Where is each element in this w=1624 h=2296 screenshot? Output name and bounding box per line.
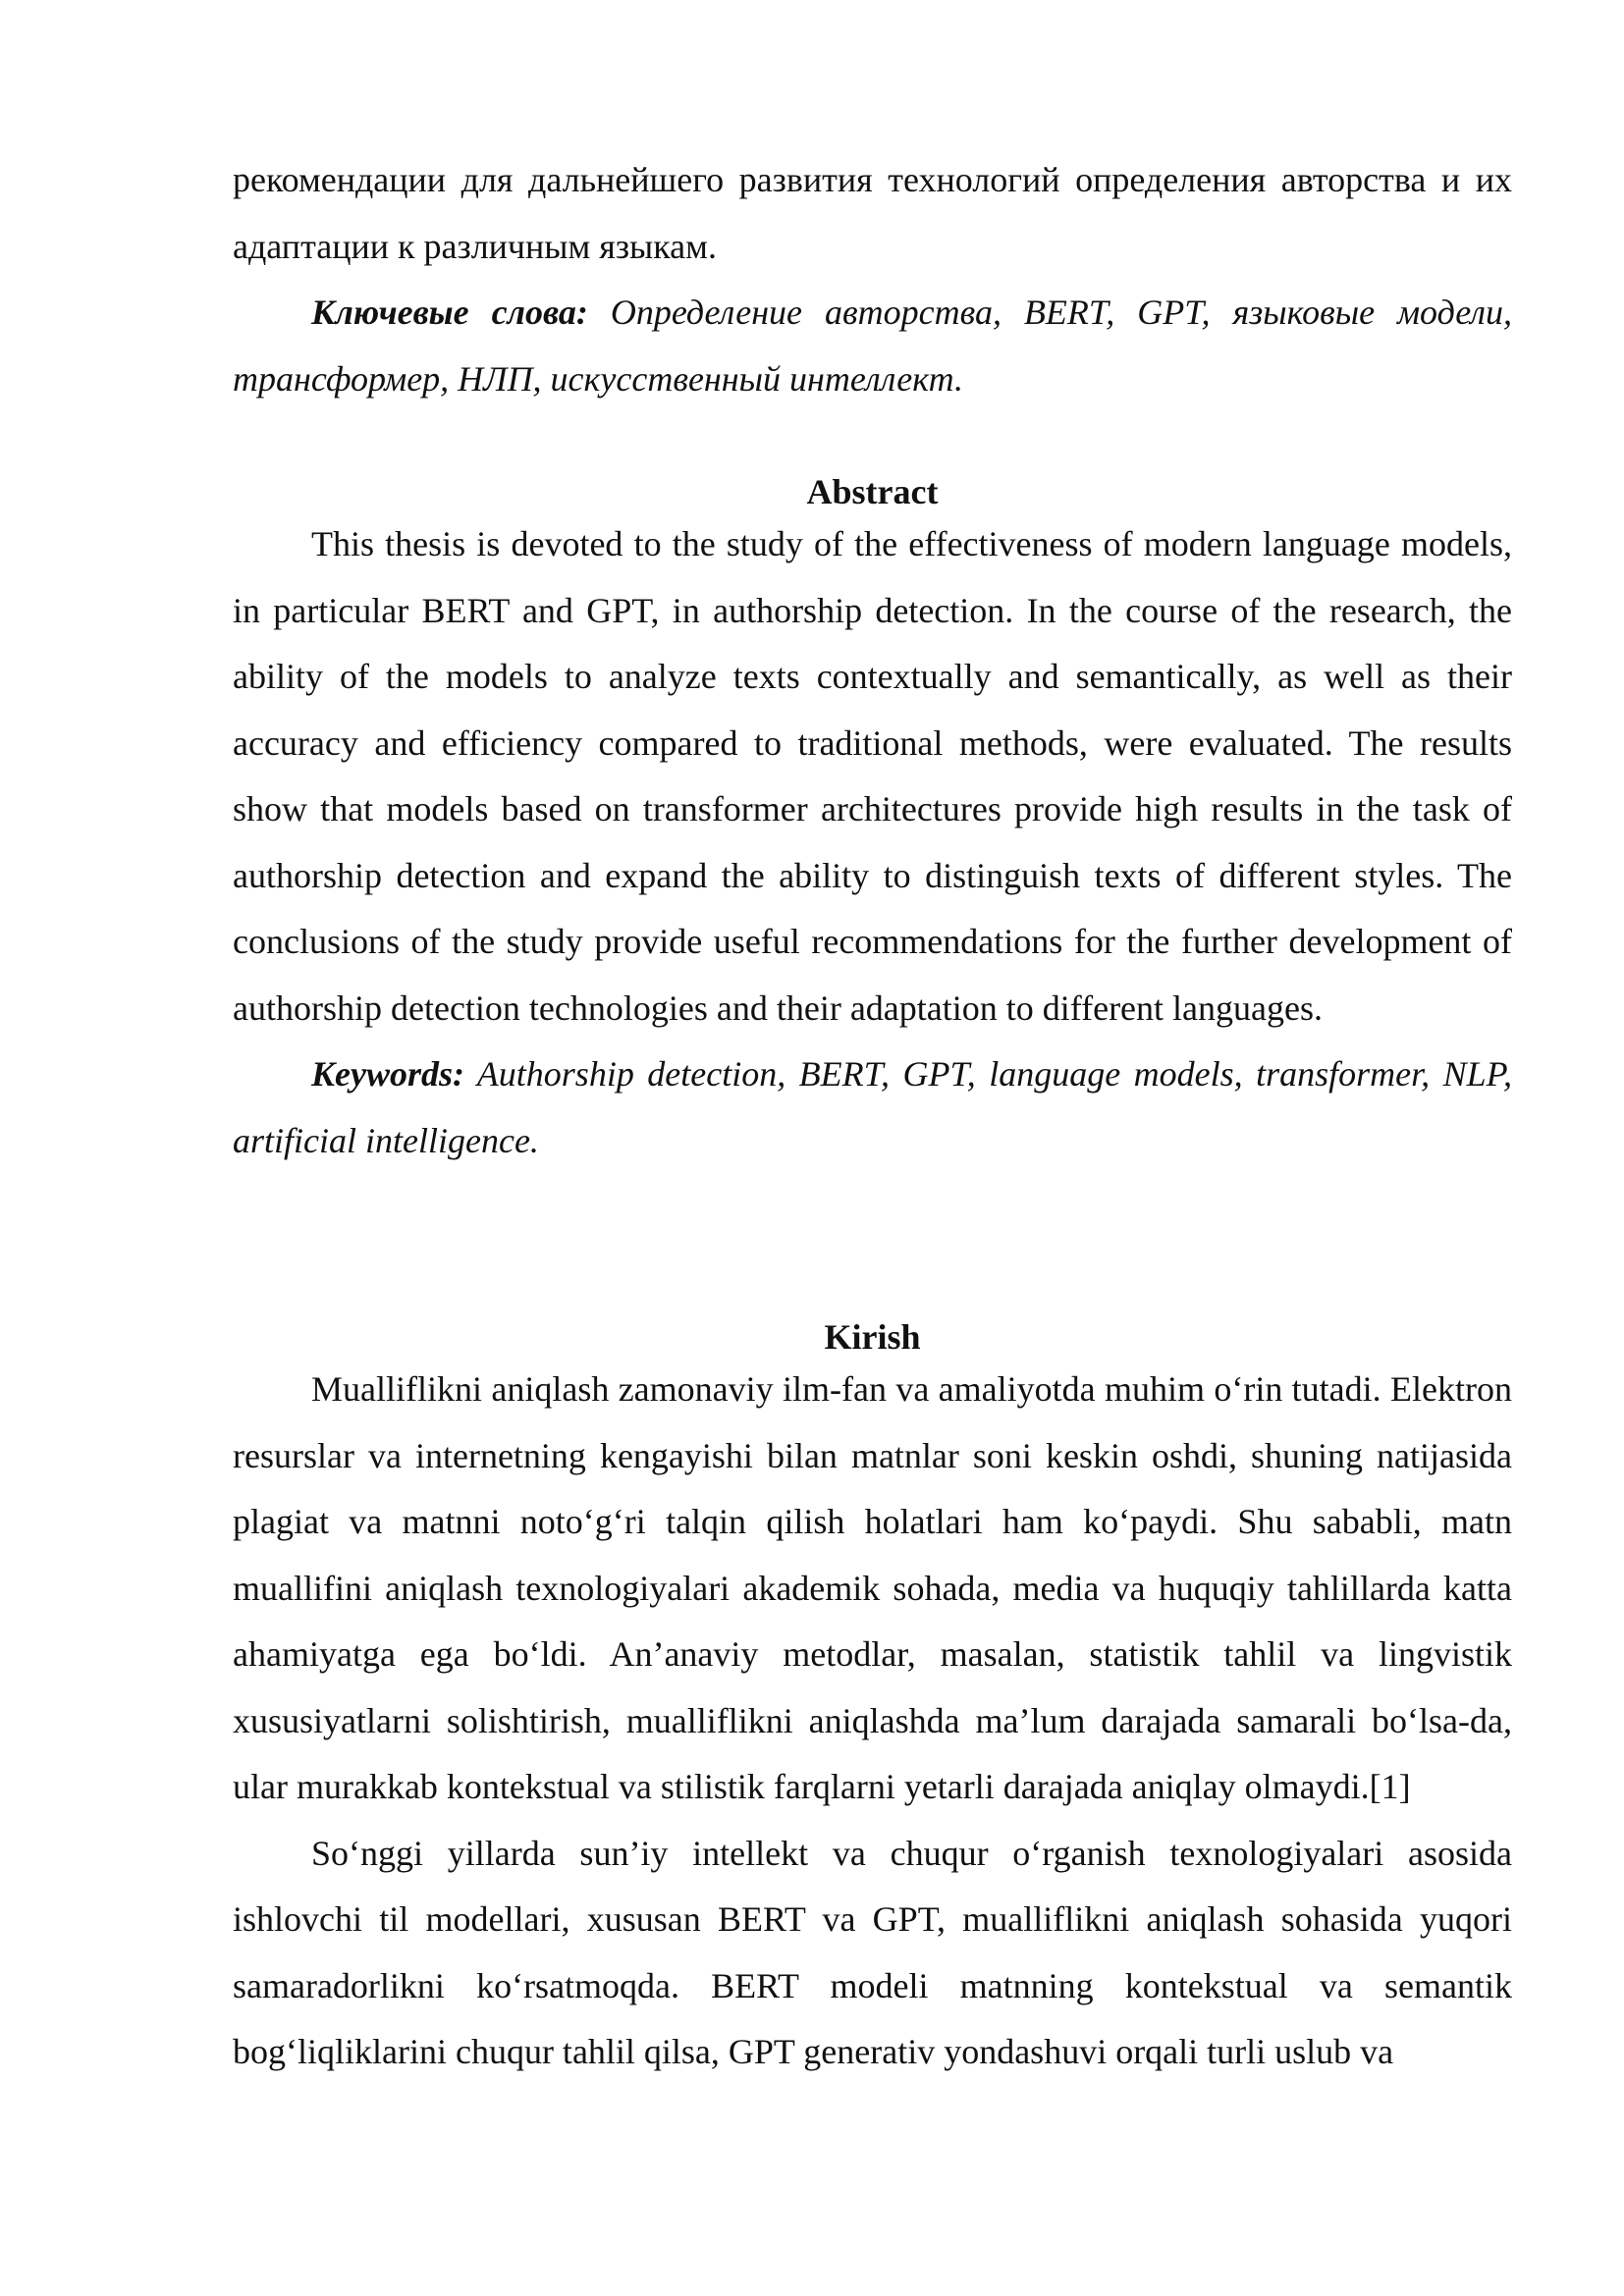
abstract-heading-wrap	[233, 465, 1512, 518]
russian-keywords-label: Ключевые слова:	[311, 293, 588, 332]
kirish-heading-wrap	[233, 1310, 1512, 1363]
kirish-paragraph-1: Mualliflikni aniqlash zamonaviy ilm-fan va amaliyotda muhim o‘rin tutadi. Elektron resurslar va internetning kengayishi bilan matnlar soni keskin oshdi, shuning natijasida plagiat va matnni noto‘g‘ri talqin qilish holatlari ham ko‘paydi. Shu sababli, matn muallifini aniqlash texnologiyalari akademik sohada, media va huquqiy tahlillarda katta ahamiyatga ega bo‘ldi. An’anaviy metodlar, masalan, statistik tahlil va lingvistik xususiyatlarni solishtirish, mualliflikni aniqlashda ma’lum darajada samarali bo‘lsa-da, ular murakkab kontekstual va stilistik farqlarni yetarli darajada aniqlay olmaydi.[1]	[233, 1369, 1512, 1806]
russian-keywords	[233, 280, 1512, 412]
english-keywords-text: Authorship detection, BERT, GPT, language models, transformer, NLP, artificial intelligence.	[233, 1054, 1512, 1160]
kirish-section	[233, 1357, 1512, 2086]
kirish-heading: Kirish	[824, 1317, 921, 1357]
english-keywords	[233, 1041, 1512, 1174]
abstract-section	[233, 511, 1512, 1174]
english-keywords-label: Keywords:	[311, 1054, 464, 1094]
abstract-body: This thesis is devoted to the study of the effectiveness of modern language models, in particular BERT and GPT, in authorship detection. In the course of the research, the ability of the models to analyze texts contextually and semantically, as well as their accuracy and efficiency compared to traditional methods, were evaluated. The results show that models based on transformer architectures provide high results in the task of authorship detection and expand the ability to distinguish texts of different styles. The conclusions of the study provide useful recommendations for the further development of authorship detection technologies and their adaptation to different languages.	[233, 524, 1512, 1028]
kirish-paragraph-2: So‘nggi yillarda sun’iy intellekt va chuqur o‘rganish texnologiyalari asosida ishlovchi til modellari, xususan BERT va GPT, mualliflikni aniqlash sohasida yuqori samaradorlikni ko‘rsatmoqda. BERT modeli matnning kontekstual va semantik bog‘liqliklarini chuqur tahlil qilsa, GPT generativ yondashuvi orqali turli uslub va	[233, 1833, 1512, 2071]
abstract-heading: Abstract	[806, 472, 939, 511]
russian-abstract-continuation: рекомендации для дальнейшего развития технологий определения авторства и их адаптации к различным языкам.	[233, 160, 1512, 266]
russian-keywords-text: Определение авторства, BERT, GPT, языковые модели, трансформер, НЛП, искусственный интеллект.	[233, 293, 1512, 399]
russian-abstract-tail	[233, 147, 1512, 412]
